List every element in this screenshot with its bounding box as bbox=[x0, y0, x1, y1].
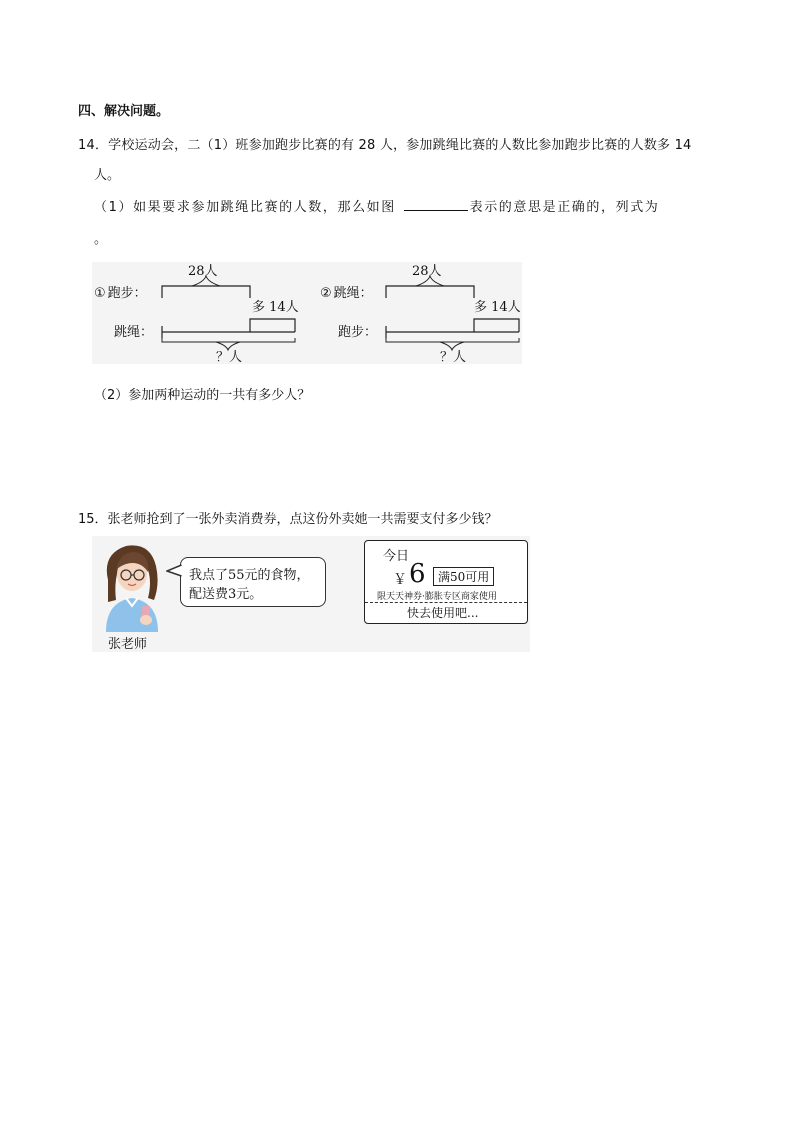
diagram1-top-value: 28人 bbox=[188, 264, 218, 279]
section-title: 四、解决问题。 bbox=[78, 104, 170, 119]
q14-subquestion-1 bbox=[94, 196, 659, 215]
segment-diagram-figure bbox=[92, 262, 522, 364]
q15-text bbox=[78, 508, 498, 527]
q14-line1 bbox=[78, 134, 692, 153]
diagram2-bottom-label: 跑步： bbox=[338, 325, 378, 340]
q14-text-line1: 学校运动会，二（1）班参加跑步比赛的有 28 人，参加跳绳比赛的人数比参加跑步比赛的人数多 14 bbox=[108, 138, 692, 153]
q15-number: 15． bbox=[78, 512, 108, 527]
svg-text:①跑步： bbox=[94, 285, 147, 301]
coupon-divider bbox=[365, 602, 527, 603]
teacher-illustration bbox=[94, 540, 170, 632]
teacher-name: 张老师 bbox=[108, 637, 148, 652]
diagram1-total-label: ？人 bbox=[216, 350, 243, 364]
q14-text-line2: 人。 bbox=[94, 168, 121, 183]
diagram1-index: ① bbox=[94, 286, 106, 301]
coupon-currency: ￥ bbox=[393, 572, 407, 588]
q14-subquestion-2: （2）参加两种运动的一共有多少人？ bbox=[94, 388, 311, 403]
speech-line-1: 我点了55元的食物， bbox=[189, 568, 310, 583]
diagram1-extra-label: 多 14人 bbox=[252, 300, 299, 315]
svg-text:②跳绳： bbox=[320, 286, 373, 301]
coupon-action: 快去使用吧... bbox=[407, 606, 479, 620]
q14-number: 14． bbox=[78, 138, 109, 153]
coupon-condition: 满50可用 bbox=[433, 567, 494, 586]
speech-bubble bbox=[180, 557, 326, 607]
coupon-amount: 6 bbox=[409, 559, 426, 589]
diagram2-top-label: 跳绳： bbox=[333, 286, 373, 301]
q14-sub1-after: 表示的意思是正确的，列式为 bbox=[469, 200, 660, 215]
diagram2-top-value: 28人 bbox=[412, 264, 442, 279]
coupon-limit: 限天天神券·膨胀专区商家使用 bbox=[377, 592, 497, 602]
diagram1-top-label: 跑步： bbox=[107, 286, 147, 301]
q14-sub1-tail: 。 bbox=[94, 232, 108, 247]
coupon-day: 今日 bbox=[383, 549, 410, 564]
speech-bubble-tail bbox=[166, 564, 182, 578]
diagram2-total-label: ？人 bbox=[440, 350, 467, 364]
diagram2-index: ② bbox=[320, 286, 332, 301]
answer-blank[interactable] bbox=[404, 198, 468, 211]
q15-question: 张老师抢到了一张外卖消费券，点这份外卖她一共需要支付多少钱？ bbox=[107, 512, 498, 527]
diagram1-bottom-label: 跳绳： bbox=[114, 325, 154, 340]
q14-sub1-before: （1）如果要求参加跳绳比赛的人数，那么如图 bbox=[94, 200, 396, 215]
diagram2-extra-label: 多 14人 bbox=[474, 300, 521, 315]
food-coupon bbox=[364, 540, 528, 624]
speech-line-2: 配送费3元。 bbox=[189, 587, 263, 602]
